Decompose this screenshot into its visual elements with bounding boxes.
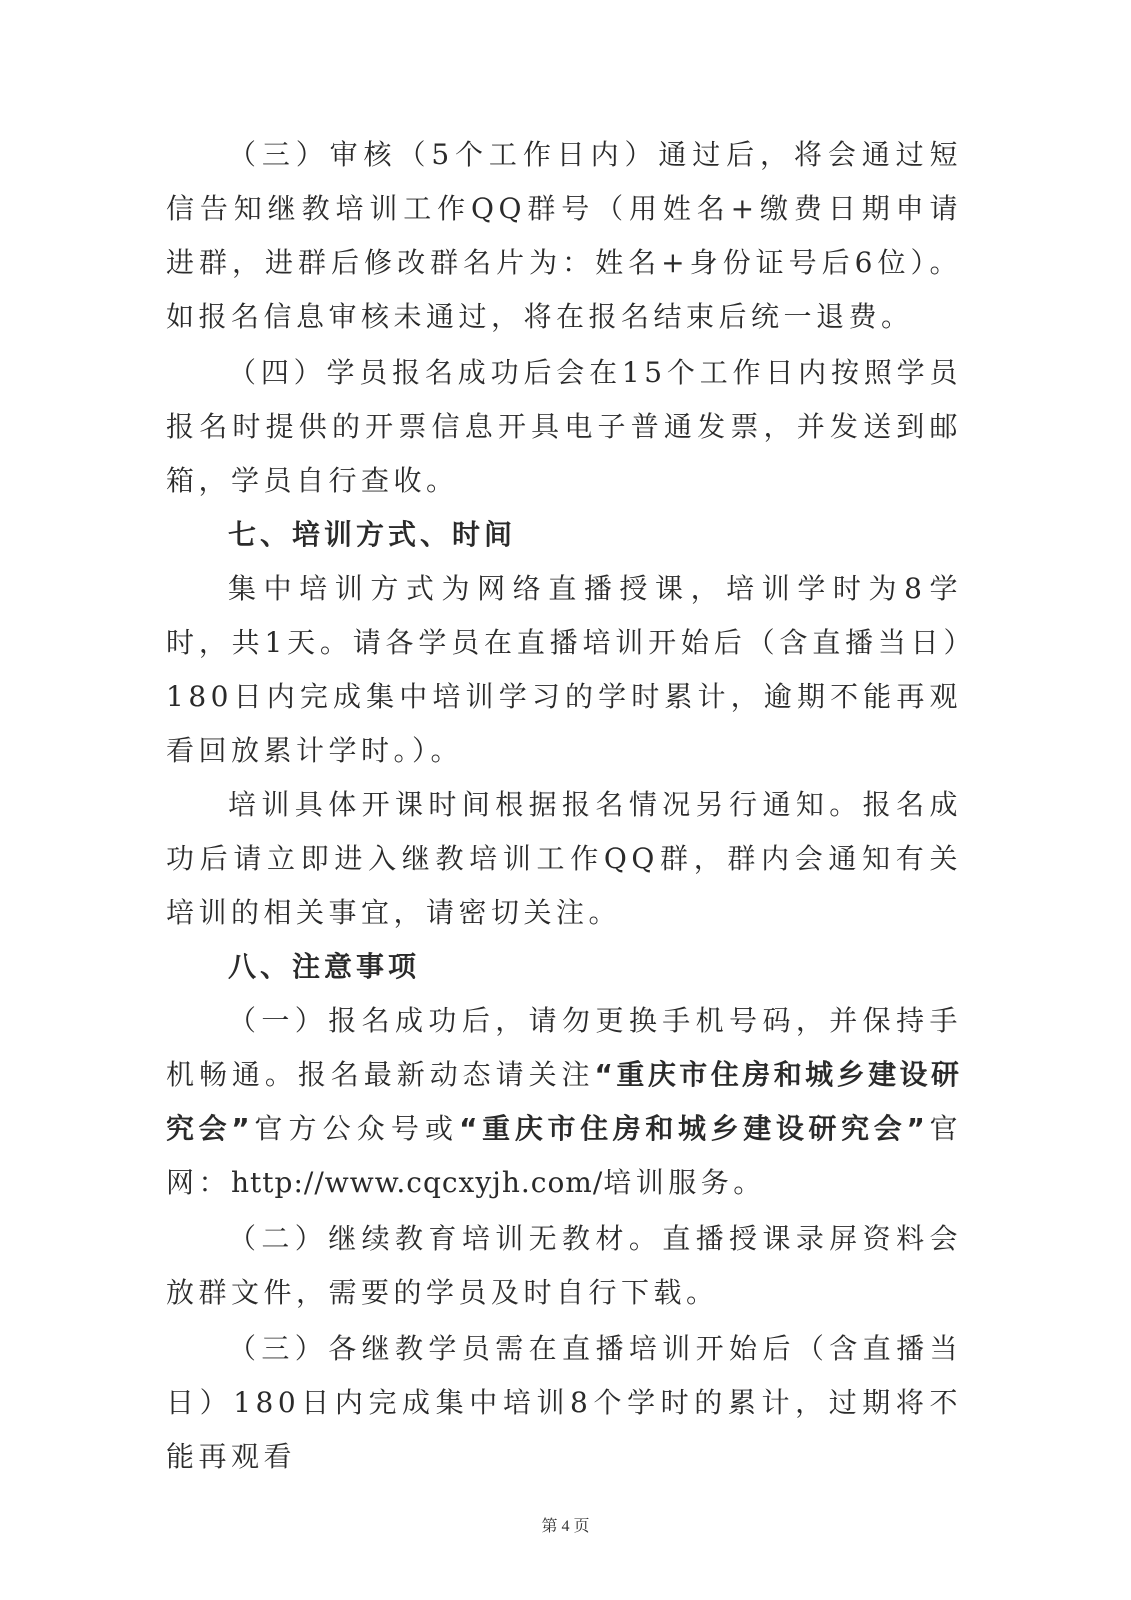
section-heading-training-method: 七、培训方式、时间 (228, 518, 517, 551)
website-url: http://www.cqcxyjh.com/ (231, 1166, 604, 1199)
paragraph-review-approval: （三）审核（5个工作日内）通过后，将会通过短信告知继教培训工作QQ群号（用姓名+缴费日期申请进群，进群后修改群名片为：姓名+身份证号后6位）。如报名信息审核未通过，将在报名结束后统一退费。 (166, 138, 962, 333)
paragraph-note-phone (166, 994, 962, 1210)
paragraph-invoice: （四）学员报名成功后会在15个工作日内按照学员报名时提供的开票信息开具电子普通发票，并发送到邮箱，学员自行查收。 (166, 356, 962, 497)
document-body (166, 128, 962, 1484)
org-name-bold-2: “重庆市住房和城乡建设研究会” (459, 1112, 928, 1145)
paragraph-note-hours: （三）各继教学员需在直播培训开始后（含直播当日）180日内完成集中培训8个学时的累计，过期将不能再观看 (166, 1332, 962, 1473)
note-text-3: 官网： (166, 1112, 962, 1199)
page-number: 第 4 页 (541, 1518, 590, 1535)
paragraph-training-schedule: 培训具体开课时间根据报名情况另行通知。报名成功后请立即进入继教培训工作QQ群，群内会通知有关培训的相关事宜，请密切关注。 (166, 788, 962, 929)
note-text-2: 官方公众号或 (252, 1112, 460, 1145)
org-name-bold-1: “重庆市住房和城乡建设研究会” (166, 1058, 962, 1145)
section-heading-notes: 八、注意事项 (228, 950, 421, 983)
paragraph-note-materials: （二）继续教育培训无教材。直播授课录屏资料会放群文件，需要的学员及时自行下载。 (166, 1222, 962, 1309)
paragraph-training-method: 集中培训方式为网络直播授课，培训学时为8学时，共1天。请各学员在直播培训开始后（含直播当日）180日内完成集中培训学习的学时累计，逾期不能再观看回放累计学时。）。 (166, 572, 962, 767)
note-text-4: 培训服务。 (603, 1166, 766, 1199)
note-text-1: （一）报名成功后，请勿更换手机号码，并保持手机畅通。报名最新动态请关注 (166, 1004, 962, 1091)
